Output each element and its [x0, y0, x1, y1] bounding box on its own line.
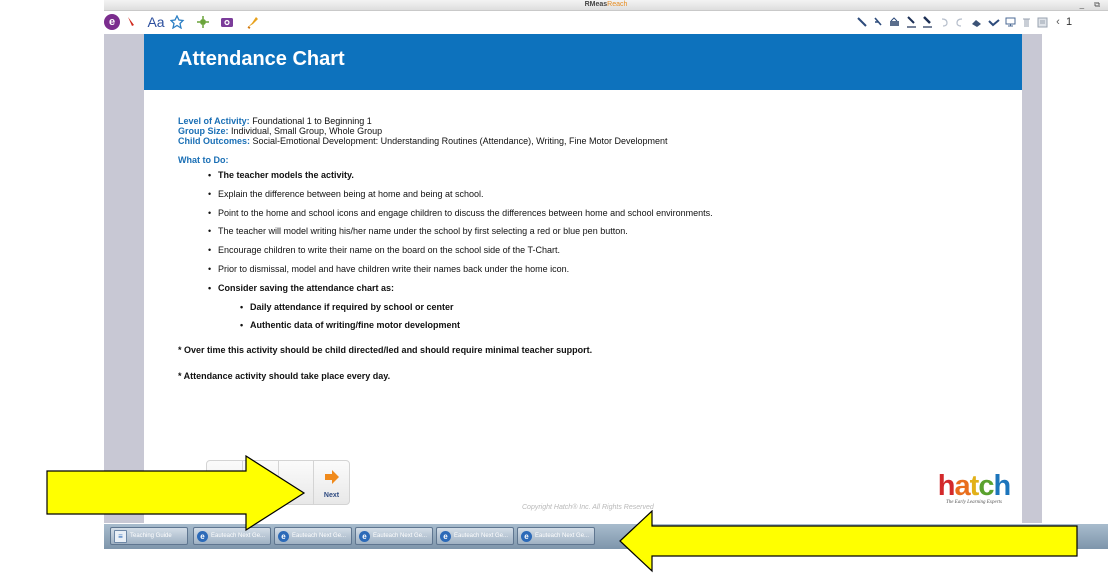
taskbar-item[interactable]: e Eauteach Next Ge... — [193, 527, 271, 545]
redo-icon[interactable] — [954, 14, 966, 30]
sub-steps-list — [178, 302, 998, 331]
hatch-wordmark: hatch — [937, 470, 1011, 502]
list-item: • The teacher models the activity. — [208, 170, 998, 180]
steps-list — [178, 170, 998, 293]
camera-icon[interactable] — [220, 14, 234, 30]
taskbar-item[interactable]: e Eauteach Next Ge... — [436, 527, 514, 545]
pen-underline-icon[interactable] — [905, 14, 917, 30]
level-of-activity: Level of Activity: Foundational 1 to Beginning 1 — [178, 116, 372, 126]
presentation-stage — [104, 34, 1042, 523]
note-every-day: * Attendance activity should take place every day. — [178, 371, 391, 382]
window-title-bar — [104, 0, 1108, 11]
pen-icon[interactable] — [856, 14, 868, 30]
paint-icon[interactable] — [987, 14, 1000, 30]
prev-page-icon[interactable]: ‹ — [1056, 16, 1060, 28]
window-title: RMeasReach — [584, 1, 628, 8]
annotation-arrow-right — [46, 455, 308, 533]
highlighter-icon[interactable] — [246, 14, 260, 30]
text-style-icon[interactable]: Aa — [147, 14, 165, 30]
annotation-arrow-left — [618, 510, 1080, 573]
eraser-icon[interactable] — [888, 14, 900, 30]
list-item: • Encourage children to write their name on the board on the school side of the T-Chart. — [208, 245, 998, 255]
pointer-icon[interactable] — [125, 14, 137, 30]
eauteach-icon: e — [278, 531, 289, 542]
page-title: Attendance Chart — [178, 48, 345, 70]
activity-body — [178, 116, 998, 381]
eraser-tool-icon[interactable] — [970, 14, 982, 30]
list-item: • Authentic data of writing/fine motor development — [240, 320, 998, 330]
marker-icon[interactable] — [921, 14, 933, 30]
group-size: Group Size: Individual, Small Group, Whole Group — [178, 126, 383, 136]
list-item: • Point to the home and school icons and engage children to discuss the differences between home and school environments. — [208, 208, 998, 218]
eauteach-icon: e — [521, 531, 532, 542]
page-indicator: 1 — [1065, 16, 1073, 28]
taskbar-item[interactable]: e Eauteach Next Ge... — [517, 527, 595, 545]
eauteach-icon: e — [440, 531, 451, 542]
taskbar-item[interactable]: e Eauteach Next Ge... — [274, 527, 352, 545]
copyright: Copyright Hatch® Inc. All Rights Reserved — [522, 504, 654, 511]
undo-icon[interactable] — [938, 14, 950, 30]
eauteach-icon: e — [359, 531, 370, 542]
hatch-tagline: The Early Learning Experts — [946, 500, 1002, 505]
tools-icon[interactable] — [196, 14, 210, 30]
list-item: • Daily attendance if required by school or center — [240, 302, 998, 312]
document-icon: ≡ — [114, 530, 127, 543]
page-header — [144, 34, 1022, 90]
eauteach-icon: e — [197, 531, 208, 542]
delete-icon[interactable] — [1020, 14, 1032, 30]
note-child-directed: * Over time this activity should be child directed/led and should require minimal teacher support. — [178, 345, 593, 356]
list-item: • Prior to dismissal, model and have children write their names back under the home icon. — [208, 264, 998, 274]
pointer-hand-icon[interactable] — [872, 14, 884, 30]
screen-icon[interactable] — [1004, 14, 1016, 30]
toolbar — [104, 11, 1108, 34]
child-outcomes: Child Outcomes: Social-Emotional Development: Understanding Routines (Attendance), Writing, Fine Motor Development — [178, 136, 668, 146]
next-button[interactable]: Next — [314, 461, 349, 504]
favorites-icon[interactable] — [170, 14, 186, 30]
window-controls[interactable]: _ ⧉ — [1079, 0, 1104, 9]
next-arrow-icon — [324, 470, 340, 484]
taskbar-item-teaching-guide[interactable]: ≡ Teaching Guide — [110, 527, 188, 545]
board-icon[interactable] — [1036, 14, 1048, 30]
list-item: • Explain the difference between being at home and being at school. — [208, 189, 998, 199]
list-item: • Consider saving the attendance chart as: — [208, 283, 998, 293]
hatch-logo — [928, 472, 1020, 505]
app-logo-icon[interactable]: e — [104, 14, 120, 30]
activity-page — [144, 34, 1022, 523]
taskbar-item[interactable]: e Eauteach Next Ge... — [355, 527, 433, 545]
what-to-do-heading: What to Do: — [178, 155, 229, 165]
list-item: • The teacher will model writing his/her name under the school by first selecting a red or blue pen button. — [208, 226, 998, 236]
